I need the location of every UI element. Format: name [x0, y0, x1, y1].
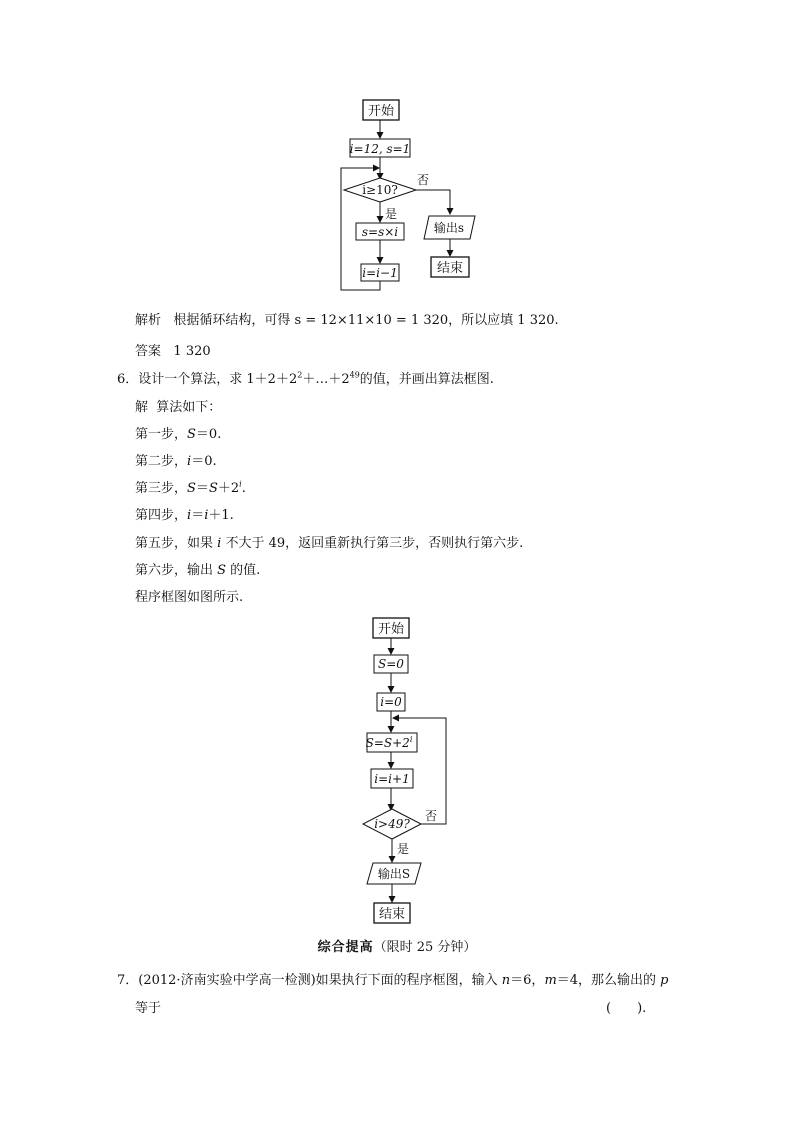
step-1-prefix: 第一步，: [135, 427, 188, 442]
problem7-blank-text: ( ).: [606, 1001, 647, 1016]
fc1-no-label: 否: [417, 173, 430, 187]
step-1-suffix: ＝0.: [195, 427, 222, 442]
solution-intro-text: 算法如下：: [156, 400, 222, 415]
step-2-prefix: 第二步，: [135, 454, 188, 469]
problem7-line1: [117, 973, 669, 989]
problem6-prompt-a: 设计一个算法，求 1＋2＋2: [138, 372, 298, 387]
fc2-output-label: 输出S: [377, 867, 411, 881]
problem7-text-c: ＝4，那么输出的: [556, 973, 661, 988]
answer-value: 1 320: [173, 344, 211, 359]
step-3-plus: ＋2: [217, 481, 240, 496]
fc1-condition-label: i≥10?: [362, 183, 398, 197]
step-6-suffix: 的值.: [226, 563, 261, 578]
answer-label: 答案: [135, 344, 162, 359]
problem7-line2-text: 等于: [135, 1001, 162, 1016]
fc2-end-label: 结束: [378, 907, 406, 922]
step-3-end: .: [241, 481, 246, 496]
fc2-init-s-label: S=0: [378, 657, 404, 671]
step-1-var: S: [187, 427, 196, 442]
problem6-prompt-b: ＋…＋2: [302, 372, 350, 387]
step-6-var: S: [217, 563, 227, 578]
step-4-var: i: [187, 508, 192, 523]
fc2-yes-label: 是: [397, 842, 410, 856]
step-5-prefix: 第五步，如果: [135, 536, 218, 551]
fc1-decrement-label: i=i−1: [362, 266, 398, 280]
step-5-var: i: [217, 536, 222, 551]
step-2-var: i: [187, 454, 192, 469]
problem6-exp-49: 49: [349, 370, 360, 380]
step-3-prefix: 第三步，: [135, 481, 188, 496]
step-4-var2: i: [204, 508, 209, 523]
step-5-suffix: 不大于 49，返回重新执行第三步，否则执行第六步.: [221, 536, 524, 551]
step-6-prefix: 第六步，输出: [135, 563, 218, 578]
problem7-var-p: p: [660, 973, 669, 988]
step-3-var2: S: [208, 481, 218, 496]
problem6-prompt-c: 的值，并画出算法框图.: [359, 372, 494, 387]
analysis-label: 解析: [135, 313, 162, 328]
step-4-mid: ＝: [191, 508, 205, 523]
problem6-number: 6．: [117, 372, 139, 387]
section-title: 综合提高: [317, 940, 374, 955]
fc2-start-label: 开始: [377, 622, 405, 637]
problem7-text-b: ＝6，: [510, 973, 545, 988]
problem6-exp-2: 2: [297, 370, 303, 380]
step-4-prefix: 第四步，: [135, 508, 188, 523]
fc2-condition-label: i>49?: [374, 817, 410, 831]
problem7-number: 7．: [117, 973, 139, 988]
fc1-start-label: 开始: [367, 104, 395, 119]
step-4-suffix: ＋1.: [208, 508, 234, 523]
step-3-exp: i: [239, 479, 242, 489]
fc1-yes-label: 是: [385, 207, 398, 221]
problem7-var-m: m: [544, 973, 557, 988]
fc1-output-label: 输出s: [433, 221, 465, 235]
problem7-blank: [606, 1001, 646, 1017]
closing-text: 程序框图如图所示.: [135, 590, 244, 605]
solution-label: 解: [135, 400, 149, 415]
fc2-init-i-label: i=0: [380, 695, 402, 709]
problem7-var-n: n: [501, 973, 511, 988]
fc1-init-label: i=12, s=1: [349, 142, 411, 156]
fc1-end-label: 结束: [436, 261, 464, 276]
section-heading: [0, 940, 794, 956]
analysis-text: 根据循环结构，可得 s = 12×11×10 = 1 320，所以应填 1 320.: [173, 313, 559, 328]
fc2-process-exp: i: [409, 735, 413, 744]
step-3-var: S: [187, 481, 196, 496]
problem7-text-a: (2012·济南实验中学高一检测)如果执行下面的程序框图，输入: [138, 973, 502, 988]
fc2-process-label: [366, 735, 413, 750]
fc2-increment-label: i=i+1: [374, 772, 410, 786]
fc1-process-label: s=s×i: [361, 225, 399, 239]
fc2-process-base: S=S+2: [365, 736, 410, 750]
step-2-suffix: ＝0.: [191, 454, 217, 469]
fc2-no-label: 否: [425, 809, 438, 823]
step-3-mid: ＝: [195, 481, 209, 496]
section-limit: （限时 25 分钟）: [373, 940, 477, 955]
problem7-line2: [135, 1001, 161, 1017]
